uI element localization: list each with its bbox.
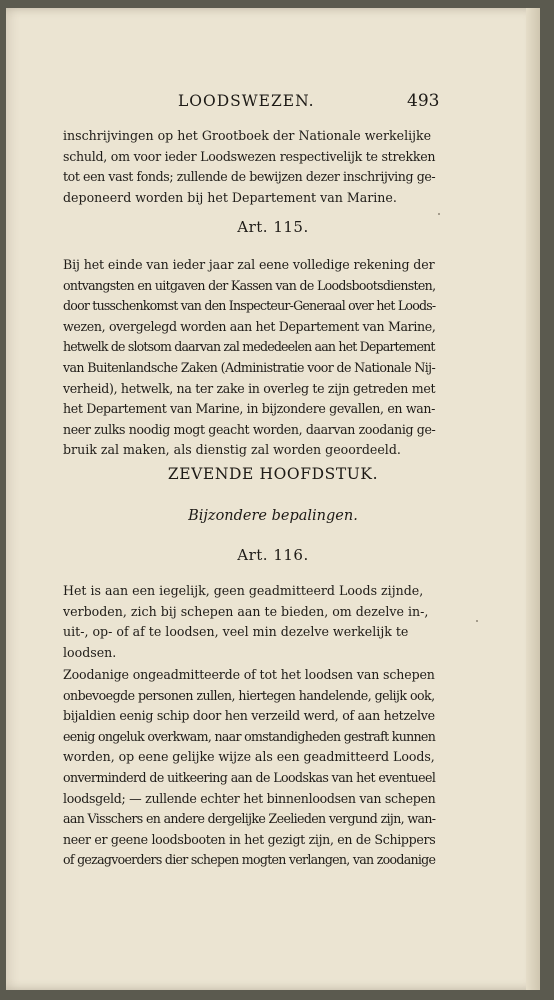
text-line: ontvangsten en uitgaven der Kassen van de Loodsbootsdiensten,: [63, 277, 436, 293]
text-line: verheid), hetwelk, na ter zake in overleg te zijn getreden met: [63, 380, 436, 396]
book-page: [6, 8, 540, 990]
text-line: inschrijvingen op het Grootboek der Nationale werkelijke: [63, 128, 432, 143]
text-line: neer er geene loodsbooten in het gezigt zijn, en de Schippers: [63, 831, 436, 847]
text-line: aan Visschers en andere dergelijke Zeelieden vergund zijn, wan-: [63, 811, 436, 827]
text-line: Bij het einde van ieder jaar zal eene volledige rekening der: [63, 257, 435, 272]
text-line: neer zulks noodig mogt geacht worden, daarvan zoodanig ge-: [63, 421, 436, 437]
text-line: bijaldien eenig schip door hen verzeild werd, of aan hetzelve: [63, 708, 435, 724]
article-116-paragraph-2: [63, 665, 435, 871]
text-line: onverminderd de uitkeering aan de Loodskas van het eventueel: [63, 769, 436, 785]
text-line: loodsen.: [63, 644, 117, 660]
text-line: schuld, om voor ieder Loodswezen respectivelijk te strekken: [63, 148, 436, 164]
text-line: Zoodanige ongeadmitteerde of tot het loodsen van schepen: [63, 667, 435, 682]
paragraph-continuation: [63, 126, 435, 208]
text-line: verboden, zich bij schepen aan te bieden, om dezelve in-,: [63, 603, 429, 619]
text-line: van Buitenlandsche Zaken (Administratie voor de Nationale Nij-: [63, 359, 436, 375]
article-115-body: [63, 255, 435, 461]
text-line: eenig ongeluk overkwam, naar omstandigheden gestraft kunnen: [63, 728, 436, 744]
chapter-subtitle: Bijzondere bepalingen.: [188, 508, 358, 524]
text-line: tot een vast fonds; zullende de bewijzen dezer inschrijving ge-: [63, 169, 436, 185]
text-line: Het is aan een iegelijk, geen geadmitteerd Loods zijnde,: [63, 583, 424, 598]
chapter-title: ZEVENDE HOOFDSTUK.: [167, 465, 379, 483]
page-edge-shadow: [526, 8, 540, 990]
paper-speck: [438, 213, 440, 215]
page-number: 493: [407, 91, 440, 111]
text-line: hetwelk de slotsom daarvan zal mededeelen aan het Departement: [63, 339, 435, 355]
text-line: of gezagvoerders dier schepen mogten verlangen, van zoodanige: [63, 852, 436, 868]
paper-speck: [476, 620, 478, 622]
text-line: deponeerd worden bij het Departement van Marine.: [63, 189, 397, 205]
text-line: onbevoegde personen zullen, hiertegen handelende, gelijk ook,: [63, 687, 435, 703]
running-title: LOODSWEZEN.: [178, 92, 315, 110]
text-line: door tusschenkomst van den Inspecteur-Generaal over het Loods-: [63, 298, 436, 314]
page-header: [6, 92, 540, 120]
text-line: bruik zal maken, als dienstig zal worden geoordeeld.: [63, 442, 401, 458]
article-116-paragraph-1: [63, 581, 435, 663]
article-heading-115: Art. 115.: [237, 218, 309, 236]
text-line: uit-, op- of af te loodsen, veel min dezelve werkelijk te: [63, 624, 409, 640]
article-heading-116: Art. 116.: [237, 546, 309, 564]
text-line: loodsgeld; — zullende echter het binnenloodsen van schepen: [63, 790, 436, 806]
text-line: worden, op eene gelijke wijze als een geadmitteerd Loods,: [63, 749, 435, 765]
text-line: het Departement van Marine, in bijzondere gevallen, en wan-: [63, 401, 436, 417]
text-line: wezen, overgelegd worden aan het Departement van Marine,: [63, 318, 436, 334]
